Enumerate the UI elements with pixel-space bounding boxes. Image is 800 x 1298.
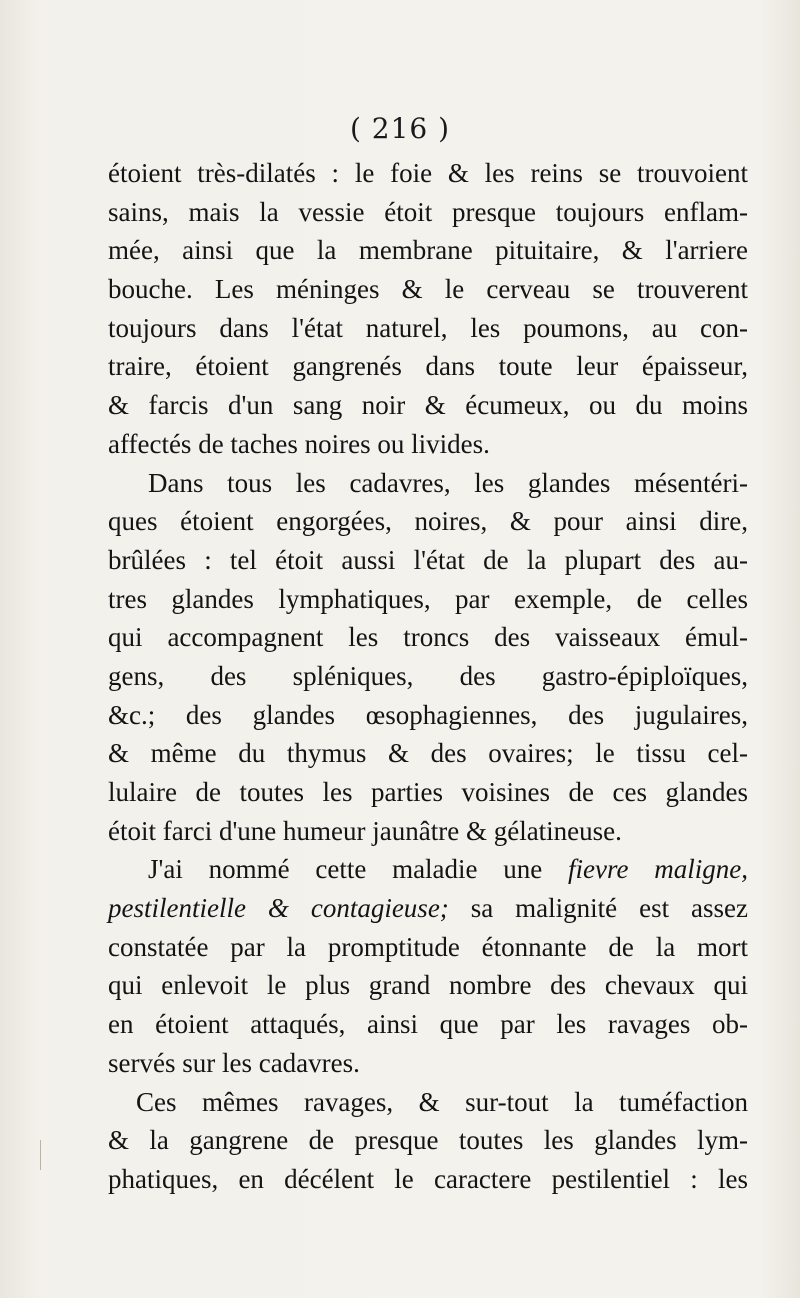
text-line: étoit farci d'une humeur jaunâtre & gélatineuse.: [108, 815, 622, 846]
text-line: servés sur les cadavres.: [108, 1047, 360, 1078]
text-line: étoient très-dilatés : le foie & les reins se trouvoient: [108, 158, 748, 188]
text-line: & la gangrene de presque toutes les glandes lym-: [108, 1125, 748, 1156]
text-line: & farcis d'un sang noir & écumeux, ou du moins: [108, 390, 748, 421]
page-fold-mark: [40, 1140, 41, 1170]
text-line: [108, 889, 748, 928]
body-text: [108, 154, 748, 1199]
paragraph-3: [108, 850, 748, 1082]
text-line: sains, mais la vessie étoit presque toujours enflam-: [108, 196, 748, 227]
text-line: & même du thymus & des ovaires; le tissu cel-: [108, 738, 748, 769]
text-span: J'ai nommé cette maladie une: [148, 854, 569, 885]
paragraph-4: [108, 1083, 748, 1199]
text-line: lulaire de toutes les parties voisines de ces glandes: [108, 777, 748, 807]
text-line: toujours dans l'état naturel, les poumons, au con-: [108, 312, 748, 343]
text-line: qui enlevoit le plus grand nombre des chevaux qui: [108, 970, 748, 1001]
text-line: en étoient attaqués, ainsi que par les ravages ob-: [108, 1009, 748, 1040]
paragraph-1: [108, 154, 748, 464]
italic-phrase: fievre maligne,: [568, 854, 748, 885]
text-line: ques étoient engorgées, noires, & pour ainsi dire,: [108, 506, 748, 537]
text-line: bouche. Les méninges & le cerveau se trouverent: [108, 274, 748, 305]
text-line: tres glandes lymphatiques, par exemple, de celles: [108, 583, 748, 614]
text-line: &c.; des glandes œsophagiennes, des jugulaires,: [108, 699, 748, 730]
text-line: brûlées : tel étoit aussi l'état de la plupart des au-: [108, 544, 748, 575]
text-line: qui accompagnent les troncs des vaisseaux émul-: [108, 622, 748, 653]
text-line: constatée par la promptitude étonnante de la mort: [108, 931, 748, 962]
paragraph-2: [108, 464, 748, 851]
text-line: affectés de taches noires ou livides.: [108, 428, 490, 459]
text-line: traire, étoient gangrenés dans toute leur épaisseur,: [108, 351, 748, 382]
text-line: phatiques, en décélent le caractere pestilentiel : les: [108, 1163, 748, 1194]
text-line: Ces mêmes ravages, & sur-tout la tuméfaction: [136, 1086, 748, 1117]
text-line: [108, 850, 748, 889]
text-line: Dans tous les cadavres, les glandes mésentéri-: [148, 467, 748, 498]
text-line: mée, ainsi que la membrane pituitaire, & l'arriere: [108, 235, 748, 266]
italic-phrase: pestilentielle & contagieuse;: [108, 893, 449, 924]
text-span: sa malignité est assez: [448, 893, 748, 924]
page-number: ( 216 ): [349, 112, 451, 145]
text-line: gens, des spléniques, des gastro-épiploïques,: [108, 660, 748, 691]
